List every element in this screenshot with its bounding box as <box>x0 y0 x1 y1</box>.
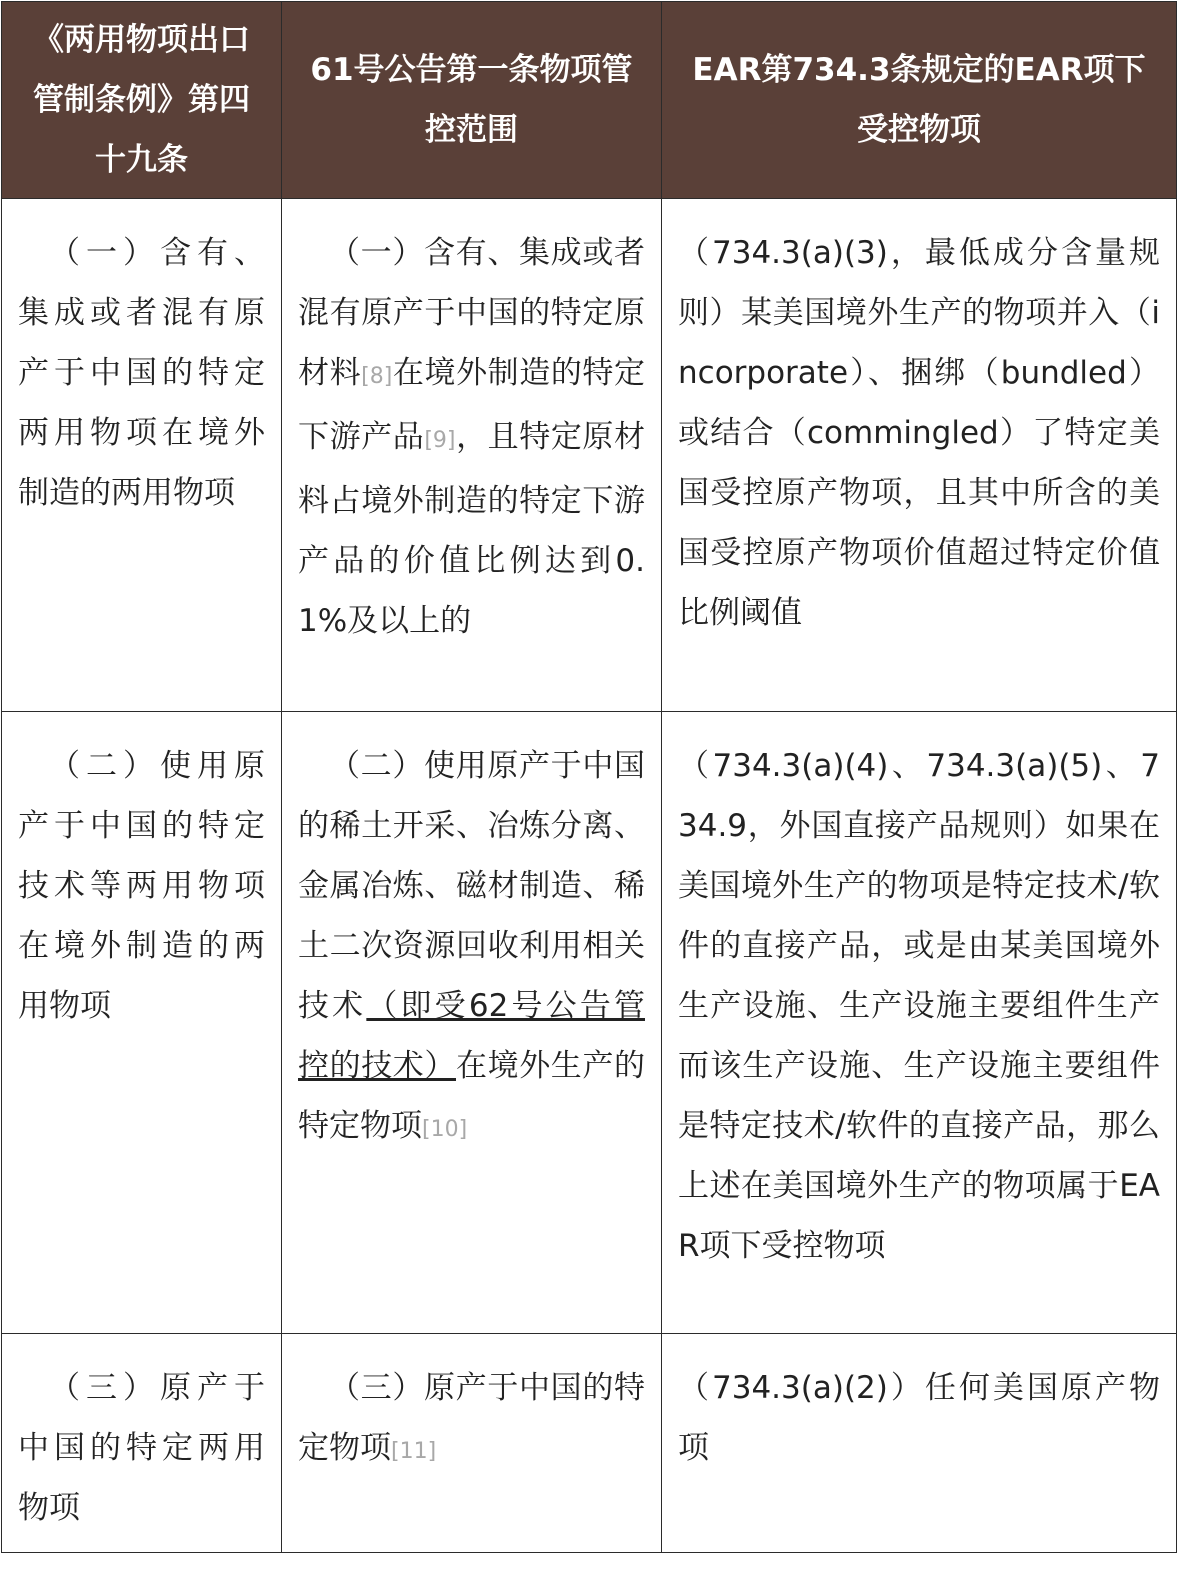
footnote-ref-8[interactable]: [8] <box>361 364 393 389</box>
row3-col1-text: （三）原产于中国的特定两用物项 <box>18 1370 265 1526</box>
comparison-table-container <box>1 1 1176 1553</box>
row3-col2-part-a: （三）原产于中国的特定物项 <box>298 1370 645 1466</box>
table-row <box>2 199 1177 712</box>
row1-col3-text: （734.3(a)(3)，最低成分含量规则）某美国境外生产的物项并入（incorporate）、捆绑（bundled）或结合（commingled）了特定美国受控原产物项，且其中所含的美国受控原产物项价值超过特定价值比例阈值 <box>678 235 1160 631</box>
row3-col3-text: （734.3(a)(2)）任何美国原产物项 <box>678 1370 1160 1466</box>
header-row <box>2 2 1177 199</box>
row1-col2-cell <box>282 199 662 712</box>
row1-col2-text <box>298 223 645 651</box>
row1-col2-part-a: （一）含有、集成或者混有原产于中国的特定原材料 <box>298 235 645 391</box>
row2-col3-cell <box>662 712 1177 1334</box>
row1-col2-part-b: 在境外制造的特定下游产品 <box>298 355 646 455</box>
table-row <box>2 1334 1177 1553</box>
row3-col1-cell <box>2 1334 282 1553</box>
row1-col3-cell <box>662 199 1177 712</box>
row2-col2-cell <box>282 712 662 1334</box>
row2-col1-text: （二）使用原产于中国的特定技术等两用物项在境外制造的两用物项 <box>18 748 265 1024</box>
footnote-ref-10[interactable]: [10] <box>422 1117 468 1142</box>
table-row <box>2 712 1177 1334</box>
header-regulation-article-49: 《两用物项出口管制条例》第四十九条 <box>2 2 282 199</box>
row3-col3-cell <box>662 1334 1177 1553</box>
comparison-table <box>1 1 1177 1553</box>
row2-col2-part-b: 在境外生产的特定物项 <box>298 1048 645 1144</box>
header-announcement-61-scope: 61号公告第一条物项管控范围 <box>282 2 662 199</box>
footnote-ref-9[interactable]: [9] <box>424 428 456 453</box>
row2-col2-part-a: （二）使用原产于中国的稀土开采、冶炼分离、金属冶炼、磁材制造、稀土二次资源回收利用相关技术 <box>298 748 645 1024</box>
footnote-ref-11[interactable]: [11] <box>391 1439 437 1464</box>
row1-col1-cell <box>2 199 282 712</box>
row1-col1-text: （一）含有、集成或者混有原产于中国的特定两用物项在境外制造的两用物项 <box>18 235 265 511</box>
row2-col1-cell <box>2 712 282 1334</box>
row2-col2-text <box>298 736 645 1160</box>
row2-col2-underlined-note: （即受62号公告管控的技术） <box>298 988 645 1084</box>
header-ear-734-3-items: EAR第734.3条规定的EAR项下受控物项 <box>662 2 1177 199</box>
row1-col2-part-c: ，且特定原材料占境外制造的特定下游产品的价值比例达到0.1%及以上的 <box>298 419 646 639</box>
row3-col2-text <box>298 1358 645 1482</box>
row3-col2-cell <box>282 1334 662 1553</box>
row2-col3-text: （734.3(a)(4)、734.3(a)(5)、734.9，外国直接产品规则）如果在美国境外生产的物项是特定技术/软件的直接产品，或是由某美国境外生产设施、生产设施主要组件生产而该生产设施、生产设施主要组件是特定技术/软件的直接产品，那么上述在美国境外生产的物项属于EAR项下受控物项 <box>678 748 1160 1264</box>
